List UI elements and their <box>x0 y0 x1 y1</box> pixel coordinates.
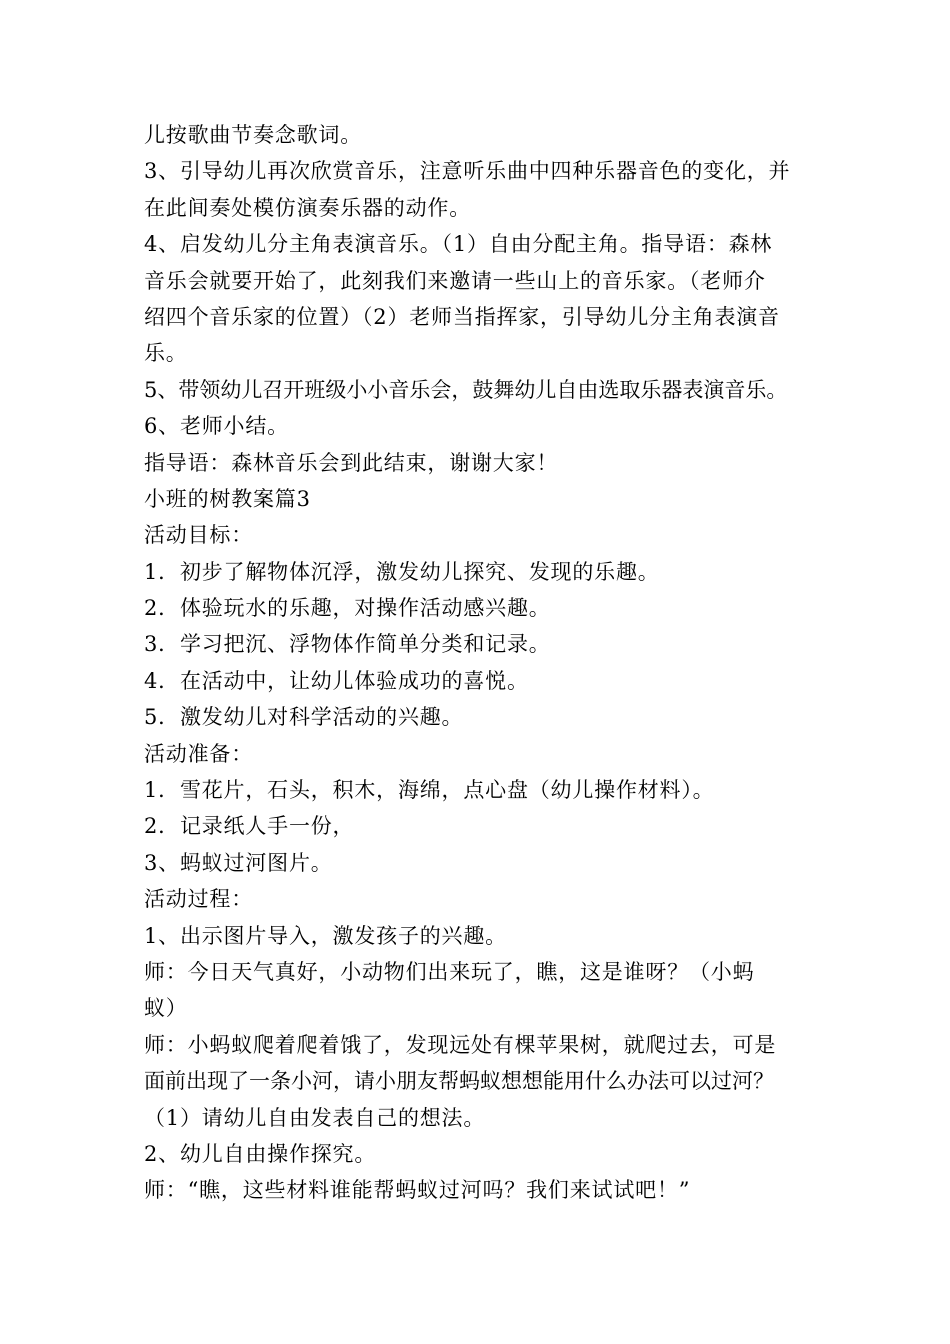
text-line: 音乐会就要开始了，此刻我们来邀请一些山上的音乐家。（老师介 <box>144 268 766 293</box>
text-line: 面前出现了一条小河，请小朋友帮蚂蚁想想能用什么办法可以过河？ <box>144 1069 774 1094</box>
text-line: 1、出示图片导入，激发孩子的兴趣。 <box>144 923 507 948</box>
text-line: 5、带领幼儿召开班级小小音乐会，鼓舞幼儿自由选取乐器表演音乐。 <box>144 377 788 402</box>
text-line: 蚁） <box>144 996 188 1021</box>
text-line: 绍四个音乐家的位置）（2）老师当指挥家，引导幼儿分主角表演音 <box>144 304 780 329</box>
text-line: 师：今日天气真好，小动物们出来玩了，瞧，这是谁呀？（小蚂 <box>144 959 755 984</box>
list-item: 5．激发幼儿对科学活动的兴趣。 <box>144 705 464 730</box>
subheading-activity-preparation: 活动准备： <box>144 741 253 766</box>
list-item: 4．在活动中，让幼儿体验成功的喜悦。 <box>144 668 529 693</box>
text-line: 乐。 <box>144 341 188 366</box>
section-heading: 小班的树教案篇3 <box>144 486 311 511</box>
text-line: 2、幼儿自由操作探究。 <box>144 1141 377 1166</box>
text-line: 指导语：森林音乐会到此结束，谢谢大家！ <box>144 450 559 475</box>
text-line: 3、引导幼儿再次欣赏音乐，注意听乐曲中四种乐器音色的变化，并 <box>144 159 791 184</box>
text-line: 6、老师小结。 <box>144 414 289 439</box>
text-line: 师：小蚂蚁爬着爬着饿了，发现远处有棵苹果树，就爬过去，可是 <box>144 1032 777 1057</box>
subheading-activity-process: 活动过程： <box>144 887 253 912</box>
list-item: 2．记录纸人手一份， <box>144 814 355 839</box>
list-item: 1．雪花片，石头，积木，海绵，点心盘（幼儿操作材料）。 <box>144 778 715 803</box>
list-item: 3、蚂蚁过河图片。 <box>144 850 333 875</box>
text-line: 4、启发幼儿分主角表演音乐。（1）自由分配主角。指导语：森林 <box>144 232 773 257</box>
document-body <box>144 117 834 1209</box>
list-item: 1．初步了解物体沉浮，激发幼儿探究、发现的乐趣。 <box>144 559 660 584</box>
list-item: 2．体验玩水的乐趣，对操作活动感兴趣。 <box>144 596 551 621</box>
text-line: 师：“瞧，这些材料谁能帮蚂蚁过河吗？我们来试试吧！” <box>144 1178 691 1203</box>
subheading-activity-goals: 活动目标： <box>144 523 253 548</box>
text-line: （1）请幼儿自由发表自己的想法。 <box>144 1105 486 1130</box>
text-line: 儿按歌曲节奏念歌词。 <box>144 123 362 147</box>
text-line: 在此间奏处模仿演奏乐器的动作。 <box>144 195 471 220</box>
list-item: 3．学习把沉、浮物体作简单分类和记录。 <box>144 632 551 657</box>
